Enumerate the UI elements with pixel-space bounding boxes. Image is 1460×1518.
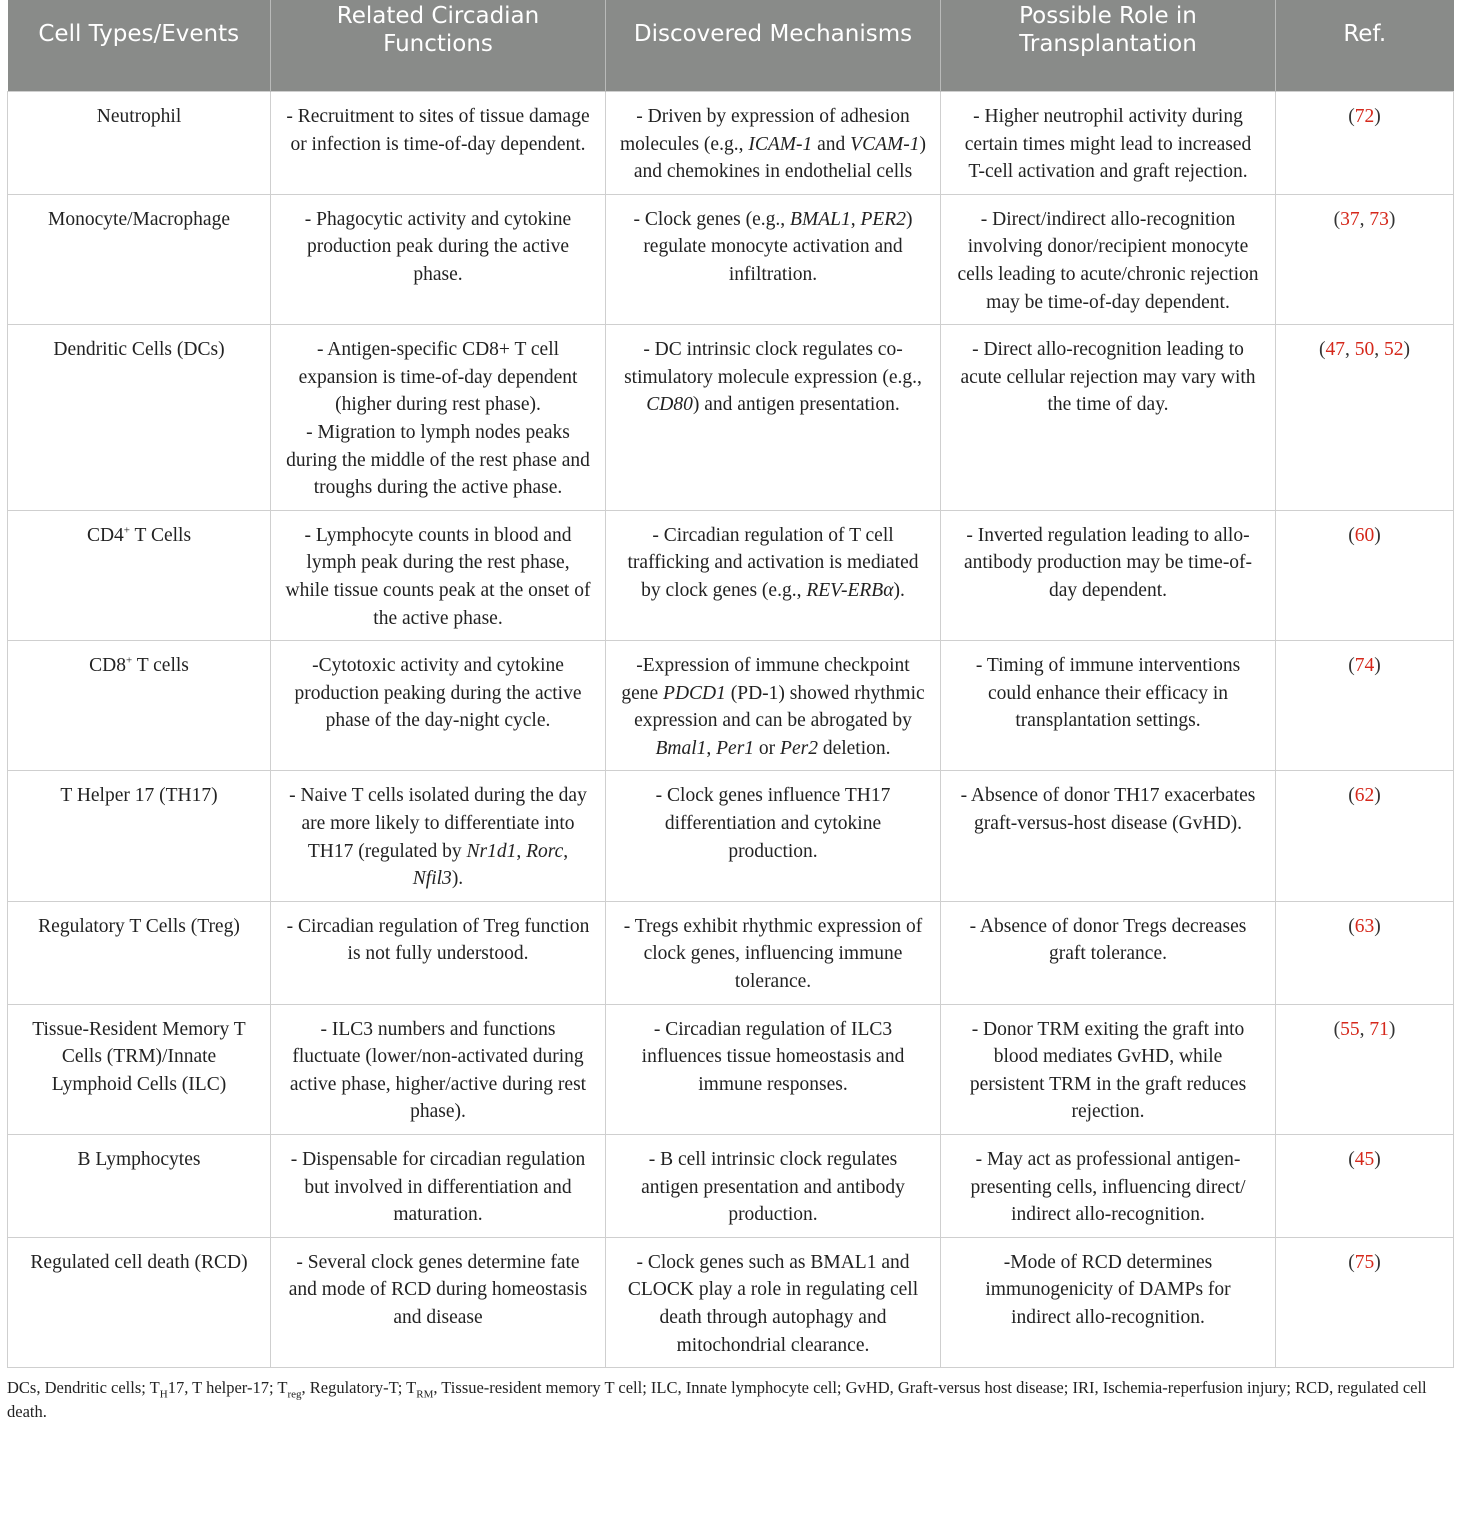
header-ref: Ref.: [1276, 0, 1454, 92]
header-transplant-role: Possible Role in Transplantation: [941, 0, 1276, 92]
reference: (60): [1276, 510, 1454, 640]
header-circadian-functions: Related Circadian Functions: [271, 0, 606, 92]
header-mechanisms: Discovered Mechanisms: [606, 0, 941, 92]
circadian-function: -Cytotoxic activity and cytokine production peaking during the active phase of the day-night cycle.: [271, 641, 606, 771]
transplant-role: - Timing of immune interventions could enhance their efficacy in transplantation settings.: [941, 641, 1276, 771]
mechanism: - DC intrinsic clock regulates co-stimulatory molecule expression (e.g., CD80) and antigen presentation.: [606, 325, 941, 511]
circadian-function: - Phagocytic activity and cytokine production peak during the active phase.: [271, 194, 606, 324]
table-body: [8, 92, 1454, 1368]
cell-type: CD4+ T Cells: [8, 510, 271, 640]
circadian-function: - Recruitment to sites of tissue damage or infection is time-of-day dependent.: [271, 92, 606, 195]
table-row: [8, 325, 1454, 511]
reference-link[interactable]: 75: [1354, 1251, 1375, 1273]
reference-link[interactable]: 72: [1354, 106, 1375, 127]
table-row: [8, 1237, 1454, 1367]
table-row: [8, 194, 1454, 324]
circadian-function: - Circadian regulation of Treg function is not fully understood.: [271, 901, 606, 1004]
header-cell-types: Cell Types/Events: [8, 0, 271, 92]
reference: (72): [1276, 92, 1454, 195]
reference: (74): [1276, 641, 1454, 771]
cell-type: Regulated cell death (RCD): [8, 1237, 271, 1367]
transplant-role: - Absence of donor Tregs decreases graft tolerance.: [941, 901, 1276, 1004]
mechanism: - Circadian regulation of ILC3 influences tissue homeostasis and immune responses.: [606, 1004, 941, 1134]
cell-type: B Lymphocytes: [8, 1135, 271, 1238]
mechanism: - Circadian regulation of T cell trafficking and activation is mediated by clock genes (e.g., REV-ERBα).: [606, 510, 941, 640]
table-row: [8, 92, 1454, 195]
reference: (63): [1276, 901, 1454, 1004]
circadian-function: - ILC3 numbers and functions fluctuate (lower/non-activated during active phase, higher/active during rest phase).: [271, 1004, 606, 1134]
reference-link[interactable]: 50: [1354, 339, 1375, 361]
reference: (55, 71): [1276, 1004, 1454, 1134]
reference-link[interactable]: 47: [1325, 339, 1345, 361]
reference-link[interactable]: 55: [1340, 1018, 1360, 1040]
reference: (37, 73): [1276, 194, 1454, 324]
transplant-role: - May act as professional antigen-presenting cells, influencing direct/ indirect allo-recognition.: [941, 1135, 1276, 1238]
circadian-function: - Several clock genes determine fate and mode of RCD during homeostasis and disease: [271, 1237, 606, 1367]
table-row: [8, 901, 1454, 1004]
mechanism: - Clock genes (e.g., BMAL1, PER2) regulate monocyte activation and infiltration.: [606, 194, 941, 324]
cell-type: Monocyte/Macrophage: [8, 194, 271, 324]
reference: (45): [1276, 1135, 1454, 1238]
transplant-role: - Direct allo-recognition leading to acute cellular rejection may vary with the time of day.: [941, 325, 1276, 511]
reference-link[interactable]: 60: [1354, 524, 1375, 546]
reference-link[interactable]: 37: [1340, 208, 1360, 230]
transplant-role: - Inverted regulation leading to allo-antibody production may be time-of-day dependent.: [941, 510, 1276, 640]
reference-link[interactable]: 71: [1369, 1018, 1389, 1040]
table-row: [8, 1004, 1454, 1134]
transplant-role: - Donor TRM exiting the graft into blood mediates GvHD, while persistent TRM in the graft reduces rejection.: [941, 1004, 1276, 1134]
table-header: [8, 0, 1454, 92]
table-footnote: DCs, Dendritic cells; $T_H17$, T helper-17; $T_{reg}$, Regulatory-T; $T_{RM}$, Tissue-resident memory T cell; ILC, Innate lymphocyte cell; GvHD, Graft-versus host disease; IRI, Ischemia-reperfusion injury; RCD, regulated cell death.: [7, 1378, 1427, 1422]
transplant-role: - Direct/indirect allo-recognition involving donor/recipient monocyte cells leading to acute/chronic rejection may be time-of-day dependent.: [941, 194, 1276, 324]
table-row: [8, 641, 1454, 771]
circadian-function: - Naive T cells isolated during the day are more likely to differentiate into TH17 (regulated by Nr1d1, Rorc, Nfil3).: [271, 771, 606, 901]
mechanism: -Expression of immune checkpoint gene PDCD1 (PD-1) showed rhythmic expression and can be abrogated by Bmal1, Per1 or Per2 deletion.: [606, 641, 941, 771]
table-row: [8, 771, 1454, 901]
table-row: [8, 510, 1454, 640]
transplant-role: - Higher neutrophil activity during certain times might lead to increased T-cell activation and graft rejection.: [941, 92, 1276, 195]
reference: (75): [1276, 1237, 1454, 1367]
mechanism: - Driven by expression of adhesion molecules (e.g., ICAM-1 and VCAM-1) and chemokines in endothelial cells: [606, 92, 941, 195]
circadian-function: - Dispensable for circadian regulation but involved in differentiation and maturation.: [271, 1135, 606, 1238]
table-row: [8, 1135, 1454, 1238]
transplant-role: -Mode of RCD determines immunogenicity of DAMPs for indirect allo-recognition.: [941, 1237, 1276, 1367]
circadian-function: - Lymphocyte counts in blood and lymph peak during the rest phase, while tissue counts peak at the onset of the active phase.: [271, 510, 606, 640]
reference-link[interactable]: 63: [1354, 915, 1375, 937]
document: [7, 0, 1453, 1424]
mechanism: - Clock genes such as BMAL1 and CLOCK play a role in regulating cell death through autophagy and mitochondrial clearance.: [606, 1237, 941, 1367]
mechanism: - B cell intrinsic clock regulates antigen presentation and antibody production.: [606, 1135, 941, 1238]
transplant-role: - Absence of donor TH17 exacerbates graft-versus-host disease (GvHD).: [941, 771, 1276, 901]
cell-type: Neutrophil: [8, 92, 271, 195]
reference-link[interactable]: 45: [1354, 1149, 1375, 1170]
mechanism: - Tregs exhibit rhythmic expression of clock genes, influencing immune tolerance.: [606, 901, 941, 1004]
reference: (62): [1276, 771, 1454, 901]
reference-link[interactable]: 74: [1354, 655, 1375, 677]
cell-type: CD8+ T cells: [8, 641, 271, 771]
mechanism: - Clock genes influence TH17 differentiation and cytokine production.: [606, 771, 941, 901]
cell-type: Tissue-Resident Memory T Cells (TRM)/Innate Lymphoid Cells (ILC): [8, 1004, 271, 1134]
cell-type: T Helper 17 (TH17): [8, 771, 271, 901]
reference-link[interactable]: 73: [1369, 208, 1389, 230]
reference-link[interactable]: 62: [1354, 785, 1375, 807]
reference: (47, 50, 52): [1276, 325, 1454, 511]
circadian-immune-table: [7, 0, 1454, 1368]
circadian-function: - Antigen-specific CD8+ T cell expansion is time-of-day dependent (higher during rest phase). - Migration to lymph nodes peaks during the middle of the rest phase and troughs during the active phase.: [271, 325, 606, 511]
cell-type: Dendritic Cells (DCs): [8, 325, 271, 511]
reference-link[interactable]: 52: [1384, 339, 1404, 361]
cell-type: Regulatory T Cells (Treg): [8, 901, 271, 1004]
